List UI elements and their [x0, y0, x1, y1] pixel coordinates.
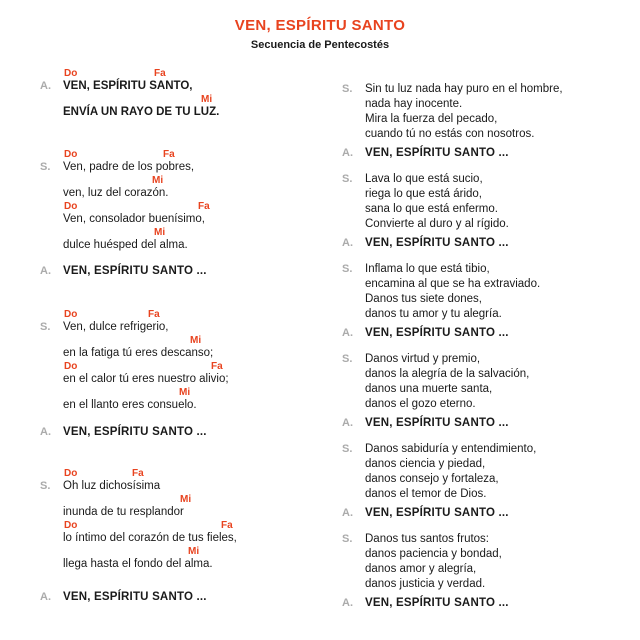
stanza-body — [63, 591, 338, 604]
verse-marker: A. — [342, 147, 353, 159]
chord-label: Mi — [152, 175, 164, 186]
verse-marker: S. — [342, 353, 353, 365]
lyric-line: danos una muerte santa, — [365, 383, 493, 395]
verse-marker: S. — [342, 83, 353, 95]
chord-label: Fa — [198, 201, 210, 212]
verse-marker: A. — [342, 597, 353, 609]
chord-line — [63, 174, 338, 187]
lyric-line: Danos virtud y premio, — [365, 353, 481, 365]
stanza-body — [365, 507, 640, 520]
verse-marker: S. — [40, 161, 51, 173]
verse-stanza — [40, 467, 338, 571]
stanza-body — [365, 597, 640, 610]
chord-line — [63, 493, 338, 506]
lyric-line: danos el gozo eterno. — [365, 398, 476, 410]
page-title: VEN, ESPÍRITU SANTO — [234, 17, 406, 34]
lyric-line: Convierte al duro y al rígido. — [365, 218, 509, 230]
lyric-line: dulce huésped del alma. — [63, 239, 188, 251]
lyric-line: danos justicia y verdad. — [365, 578, 486, 590]
refrain-row — [342, 597, 640, 610]
verse-marker: S. — [40, 480, 51, 492]
refrain-row — [40, 591, 338, 604]
stanza-body — [365, 237, 640, 250]
verse-stanza — [342, 352, 640, 412]
verse-stanza — [342, 532, 640, 592]
stanza-body — [63, 67, 338, 119]
verse-marker: A. — [40, 80, 51, 92]
chord-line — [63, 334, 338, 347]
stanza-body — [365, 82, 640, 142]
refrain-row — [342, 147, 640, 160]
verse-marker: A. — [342, 417, 353, 429]
chord-label: Do — [64, 520, 78, 531]
chord-line — [63, 519, 338, 532]
chord-label: Fa — [148, 309, 160, 320]
lyric-line: Ven, consolador buenísimo, — [63, 213, 205, 225]
refrain-row — [342, 327, 640, 340]
chord-line — [63, 67, 338, 80]
chord-line — [63, 467, 338, 480]
lyric-line: danos amor y alegría, — [365, 563, 477, 575]
stanza-body — [365, 172, 640, 232]
stanza-body — [63, 148, 338, 252]
chord-label: Mi — [154, 227, 166, 238]
verse-stanza — [40, 308, 338, 412]
verse-marker: A. — [40, 426, 51, 438]
verse-stanza — [342, 442, 640, 502]
lyric-line: danos paciencia y bondad, — [365, 548, 502, 560]
refrain-text: VEN, ESPÍRITU SANTO ... — [365, 417, 509, 429]
refrain-text: VEN, ESPÍRITU SANTO ... — [63, 265, 207, 277]
lyric-line: VEN, ESPÍRITU SANTO, — [63, 80, 193, 92]
stanza-body — [63, 308, 338, 412]
refrain-text: VEN, ESPÍRITU SANTO ... — [63, 591, 207, 603]
chord-label: Mi — [188, 546, 200, 557]
lyric-line: Mira la fuerza del pecado, — [365, 113, 498, 125]
chord-line — [63, 360, 338, 373]
lyric-line: llega hasta el fondo del alma. — [63, 558, 213, 570]
lyric-line: Danos sabiduría y entendimiento, — [365, 443, 537, 455]
refrain-text: VEN, ESPÍRITU SANTO ... — [365, 327, 509, 339]
verse-stanza — [342, 82, 640, 142]
lyric-line: inunda de tu resplandor — [63, 506, 184, 518]
verse-marker: S. — [342, 263, 353, 275]
lyrics-column-right — [342, 82, 640, 610]
verse-marker: S. — [342, 443, 353, 455]
lyric-line: danos consejo y fortaleza, — [365, 473, 499, 485]
verse-marker: S. — [40, 321, 51, 333]
stanza-body — [365, 327, 640, 340]
chord-label: Fa — [211, 361, 223, 372]
refrain-text: VEN, ESPÍRITU SANTO ... — [365, 237, 509, 249]
chord-label: Do — [64, 68, 78, 79]
verse-marker: S. — [342, 173, 353, 185]
lyric-line: cuando tú no estás con nosotros. — [365, 128, 535, 140]
stanza-body — [365, 262, 640, 322]
chord-label: Mi — [179, 387, 191, 398]
lyric-line: danos tu amor y tu alegría. — [365, 308, 502, 320]
chord-label: Mi — [180, 494, 192, 505]
chord-line — [63, 226, 338, 239]
lyric-line: danos ciencia y piedad, — [365, 458, 486, 470]
lyric-line: lo íntimo del corazón de tus fieles, — [63, 532, 237, 544]
chord-label: Do — [64, 468, 78, 479]
lyric-line: ENVÍA UN RAYO DE TU LUZ. — [63, 106, 220, 118]
lyric-line: Ven, dulce refrigerio, — [63, 321, 169, 333]
chord-label: Mi — [201, 94, 213, 105]
refrain-text: VEN, ESPÍRITU SANTO ... — [365, 597, 509, 609]
lyric-line: Lava lo que está sucio, — [365, 173, 483, 185]
stanza-body — [365, 147, 640, 160]
verse-stanza — [342, 262, 640, 322]
stanza-body — [63, 467, 338, 571]
chord-label: Fa — [221, 520, 233, 531]
chord-line — [63, 545, 338, 558]
refrain-text: VEN, ESPÍRITU SANTO ... — [365, 147, 509, 159]
lyric-line: sana lo que está enfermo. — [365, 203, 498, 215]
refrain-row — [342, 417, 640, 430]
lyric-line: Danos tus santos frutos: — [365, 533, 490, 545]
lyric-line: ven, luz del corazón. — [63, 187, 169, 199]
chord-line — [63, 93, 338, 106]
lyric-line: danos la alegría de la salvación, — [365, 368, 530, 380]
chord-line — [63, 308, 338, 321]
stanza-body — [365, 352, 640, 412]
chord-label: Do — [64, 361, 78, 372]
lyric-line: en el calor tú eres nuestro alivio; — [63, 373, 229, 385]
lyric-line: Ven, padre de los pobres, — [63, 161, 195, 173]
lyric-line: encamina al que se ha extraviado. — [365, 278, 541, 290]
refrain-row — [342, 237, 640, 250]
lyric-line: danos el temor de Dios. — [365, 488, 487, 500]
lyric-line: en el llanto eres consuelo. — [63, 399, 197, 411]
chord-line — [63, 386, 338, 399]
lyric-line: nada hay inocente. — [365, 98, 463, 110]
verse-stanza — [40, 148, 338, 252]
verse-marker: S. — [342, 533, 353, 545]
refrain-row — [342, 507, 640, 520]
refrain-row — [40, 426, 338, 439]
stanza-body — [365, 417, 640, 430]
stanza-body — [63, 265, 338, 278]
chord-label: Do — [64, 201, 78, 212]
chord-label: Do — [64, 149, 78, 160]
stanza-body — [365, 532, 640, 592]
lyrics-column-left — [40, 67, 338, 604]
chord-label: Fa — [163, 149, 175, 160]
lyric-line: en la fatiga tú eres descanso; — [63, 347, 214, 359]
chord-label: Do — [64, 309, 78, 320]
verse-marker: A. — [40, 265, 51, 277]
chord-label: Fa — [154, 68, 166, 79]
refrain-text: VEN, ESPÍRITU SANTO ... — [365, 507, 509, 519]
verse-marker: A. — [40, 591, 51, 603]
lyric-line: Oh luz dichosísima — [63, 480, 161, 492]
refrain-row — [40, 265, 338, 278]
verse-stanza — [342, 172, 640, 232]
chord-line — [63, 148, 338, 161]
chord-line — [63, 200, 338, 213]
header — [0, 17, 640, 51]
chord-label: Mi — [190, 335, 202, 346]
verse-marker: A. — [342, 327, 353, 339]
stanza-body — [365, 442, 640, 502]
chord-label: Fa — [132, 468, 144, 479]
verse-marker: A. — [342, 507, 353, 519]
page-subtitle: Secuencia de Pentecostés — [250, 39, 390, 51]
lyric-line: Sin tu luz nada hay puro en el hombre, — [365, 83, 563, 95]
lyric-line: riega lo que está árido, — [365, 188, 482, 200]
refrain-text: VEN, ESPÍRITU SANTO ... — [63, 426, 207, 438]
verse-stanza — [40, 67, 338, 119]
lyric-line: Inflama lo que está tibio, — [365, 263, 490, 275]
lyric-line: Danos tus siete dones, — [365, 293, 482, 305]
stanza-body — [63, 426, 338, 439]
verse-marker: A. — [342, 237, 353, 249]
